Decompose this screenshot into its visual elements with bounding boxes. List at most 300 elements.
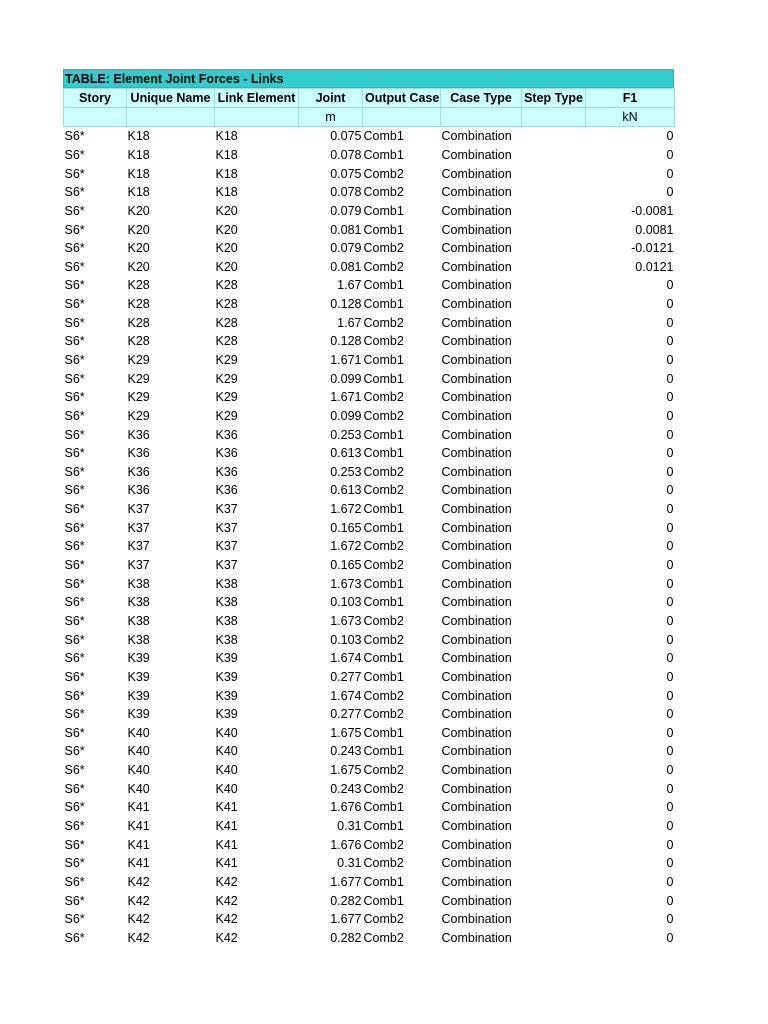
cell-story[interactable]: S6*: [64, 129, 85, 144]
cell-step-type[interactable]: [522, 407, 586, 426]
cell-f1[interactable]: 0: [666, 707, 674, 722]
cell-link-element[interactable]: K42: [215, 893, 238, 908]
cell-story[interactable]: S6*: [64, 874, 85, 889]
cell-story[interactable]: S6*: [64, 837, 85, 852]
cell-unique-name[interactable]: K20: [127, 259, 150, 274]
cell-story[interactable]: S6*: [64, 353, 85, 367]
cell-unique-name[interactable]: K37: [127, 520, 150, 535]
cell-case-type[interactable]: Combination: [441, 353, 512, 367]
cell-output-case[interactable]: Comb2: [363, 185, 404, 200]
cell-link-element[interactable]: K41: [215, 819, 238, 834]
cell-joint[interactable]: 1.672: [330, 539, 362, 554]
cell-joint[interactable]: 1.672: [330, 502, 362, 517]
cell-joint[interactable]: 0.099: [330, 371, 362, 386]
cell-link-element[interactable]: K20: [215, 222, 238, 237]
cell-unique-name[interactable]: K41: [127, 837, 150, 852]
cell-case-type[interactable]: Combination: [441, 893, 512, 908]
cell-case-type[interactable]: Combination: [441, 558, 512, 573]
unit-f1[interactable]: kN: [586, 108, 675, 127]
cell-case-type[interactable]: Combination: [441, 800, 512, 815]
cell-output-case[interactable]: Comb2: [363, 613, 404, 628]
cell-case-type[interactable]: Combination: [441, 334, 512, 349]
cell-output-case[interactable]: Comb1: [363, 819, 404, 834]
cell-unique-name[interactable]: K41: [127, 800, 150, 815]
cell-joint[interactable]: 0.078: [330, 185, 362, 200]
cell-link-element[interactable]: K39: [215, 688, 238, 703]
cell-joint[interactable]: 0.282: [330, 893, 362, 908]
cell-step-type[interactable]: [522, 257, 586, 276]
cell-unique-name[interactable]: K29: [127, 408, 150, 423]
cell-case-type[interactable]: Combination: [441, 222, 512, 237]
cell-joint[interactable]: 0.079: [330, 203, 362, 218]
cell-f1[interactable]: 0: [666, 930, 674, 945]
table-title[interactable]: TABLE: Element Joint Forces - Links: [63, 69, 674, 88]
cell-output-case[interactable]: Comb1: [363, 651, 404, 666]
cell-joint[interactable]: 0.277: [330, 669, 362, 684]
cell-unique-name[interactable]: K20: [127, 241, 150, 256]
cell-f1[interactable]: 0: [666, 185, 674, 200]
cell-f1[interactable]: 0: [666, 464, 674, 479]
cell-case-type[interactable]: Combination: [441, 632, 512, 647]
cell-story[interactable]: S6*: [64, 893, 85, 908]
cell-joint[interactable]: 1.673: [330, 613, 362, 628]
cell-f1[interactable]: 0: [666, 613, 674, 628]
cell-output-case[interactable]: Comb2: [363, 837, 404, 852]
cell-step-type[interactable]: [522, 761, 586, 780]
cell-story[interactable]: S6*: [64, 297, 85, 312]
unit-story[interactable]: [64, 108, 127, 127]
cell-link-element[interactable]: K38: [215, 613, 238, 628]
cell-case-type[interactable]: Combination: [441, 129, 512, 144]
cell-story[interactable]: S6*: [64, 539, 85, 554]
cell-output-case[interactable]: Comb2: [363, 483, 404, 498]
cell-story[interactable]: S6*: [64, 520, 85, 535]
cell-joint[interactable]: 0.128: [330, 297, 362, 312]
cell-step-type[interactable]: [522, 369, 586, 388]
cell-story[interactable]: S6*: [64, 558, 85, 573]
cell-joint[interactable]: 0.079: [330, 241, 362, 256]
cell-story[interactable]: S6*: [64, 483, 85, 498]
cell-unique-name[interactable]: K39: [127, 688, 150, 703]
cell-link-element[interactable]: K39: [215, 669, 238, 684]
cell-joint[interactable]: 1.674: [330, 688, 362, 703]
cell-case-type[interactable]: Combination: [441, 427, 512, 442]
cell-unique-name[interactable]: K39: [127, 707, 150, 722]
cell-story[interactable]: S6*: [64, 930, 85, 945]
cell-f1[interactable]: 0: [666, 297, 674, 312]
cell-joint[interactable]: 0.277: [330, 707, 362, 722]
cell-output-case[interactable]: Comb2: [363, 856, 404, 871]
cell-link-element[interactable]: K28: [215, 297, 238, 312]
cell-f1[interactable]: 0: [666, 576, 674, 591]
cell-step-type[interactable]: [522, 668, 586, 687]
cell-step-type[interactable]: [522, 630, 586, 649]
cell-output-case[interactable]: Comb1: [363, 502, 404, 517]
cell-output-case[interactable]: Comb1: [363, 278, 404, 293]
header-output-case[interactable]: Output Case: [363, 89, 441, 108]
cell-story[interactable]: S6*: [64, 576, 85, 591]
cell-case-type[interactable]: Combination: [441, 856, 512, 871]
cell-unique-name[interactable]: K29: [127, 390, 150, 405]
cell-case-type[interactable]: Combination: [441, 278, 512, 293]
cell-link-element[interactable]: K38: [215, 576, 238, 591]
cell-step-type[interactable]: [522, 500, 586, 519]
cell-joint[interactable]: 0.103: [330, 632, 362, 647]
cell-unique-name[interactable]: K36: [127, 464, 150, 479]
cell-f1[interactable]: 0: [666, 371, 674, 386]
cell-step-type[interactable]: [522, 127, 586, 146]
cell-joint[interactable]: 1.674: [330, 651, 362, 666]
cell-step-type[interactable]: [522, 593, 586, 612]
cell-step-type[interactable]: [522, 742, 586, 761]
header-link-element[interactable]: Link Element: [215, 89, 299, 108]
cell-step-type[interactable]: [522, 202, 586, 221]
cell-step-type[interactable]: [522, 612, 586, 631]
cell-case-type[interactable]: Combination: [441, 390, 512, 405]
cell-unique-name[interactable]: K42: [127, 893, 150, 908]
cell-f1[interactable]: 0: [666, 669, 674, 684]
header-unique-name[interactable]: Unique Name: [127, 89, 215, 108]
cell-step-type[interactable]: [522, 425, 586, 444]
cell-output-case[interactable]: Comb2: [363, 632, 404, 647]
cell-link-element[interactable]: K39: [215, 651, 238, 666]
cell-output-case[interactable]: Comb1: [363, 800, 404, 815]
header-joint[interactable]: Joint: [299, 89, 363, 108]
cell-step-type[interactable]: [522, 798, 586, 817]
cell-unique-name[interactable]: K36: [127, 427, 150, 442]
cell-f1[interactable]: 0: [666, 539, 674, 554]
cell-joint[interactable]: 1.675: [330, 763, 362, 778]
cell-unique-name[interactable]: K42: [127, 912, 150, 927]
cell-output-case[interactable]: Comb1: [363, 725, 404, 740]
cell-joint[interactable]: 0.613: [330, 446, 362, 461]
cell-story[interactable]: S6*: [64, 371, 85, 386]
cell-step-type[interactable]: [522, 276, 586, 295]
cell-output-case[interactable]: Comb1: [363, 874, 404, 889]
cell-link-element[interactable]: K28: [215, 278, 238, 293]
cell-unique-name[interactable]: K42: [127, 930, 150, 945]
cell-joint[interactable]: 0.075: [330, 166, 362, 181]
cell-story[interactable]: S6*: [64, 203, 85, 218]
cell-f1[interactable]: 0: [666, 763, 674, 778]
cell-case-type[interactable]: Combination: [441, 874, 512, 889]
cell-link-element[interactable]: K18: [215, 166, 238, 181]
cell-step-type[interactable]: [522, 481, 586, 500]
cell-unique-name[interactable]: K40: [127, 763, 150, 778]
cell-joint[interactable]: 0.165: [330, 520, 362, 535]
cell-output-case[interactable]: Comb2: [363, 688, 404, 703]
cell-link-element[interactable]: K18: [215, 147, 238, 162]
cell-story[interactable]: S6*: [64, 912, 85, 927]
cell-unique-name[interactable]: K18: [127, 166, 150, 181]
cell-output-case[interactable]: Comb1: [363, 147, 404, 162]
cell-link-element[interactable]: K40: [215, 763, 238, 778]
cell-step-type[interactable]: [522, 295, 586, 314]
cell-f1[interactable]: 0: [666, 278, 674, 293]
cell-link-element[interactable]: K41: [215, 856, 238, 871]
cell-joint[interactable]: 1.67: [337, 315, 362, 330]
cell-case-type[interactable]: Combination: [441, 912, 512, 927]
cell-joint[interactable]: 1.673: [330, 576, 362, 591]
cell-joint[interactable]: 1.675: [330, 725, 362, 740]
cell-case-type[interactable]: Combination: [441, 819, 512, 834]
cell-link-element[interactable]: K37: [215, 558, 238, 573]
cell-step-type[interactable]: [522, 183, 586, 202]
cell-story[interactable]: S6*: [64, 147, 85, 162]
cell-output-case[interactable]: Comb2: [363, 390, 404, 405]
cell-joint[interactable]: 1.677: [330, 912, 362, 927]
cell-case-type[interactable]: Combination: [441, 502, 512, 517]
cell-f1[interactable]: 0: [666, 800, 674, 815]
cell-story[interactable]: S6*: [64, 725, 85, 740]
cell-case-type[interactable]: Combination: [441, 241, 512, 256]
cell-unique-name[interactable]: K28: [127, 315, 150, 330]
cell-step-type[interactable]: [522, 817, 586, 836]
cell-output-case[interactable]: Comb2: [363, 464, 404, 479]
cell-output-case[interactable]: Comb1: [363, 297, 404, 312]
cell-joint[interactable]: 0.613: [330, 483, 362, 498]
cell-step-type[interactable]: [522, 724, 586, 743]
cell-link-element[interactable]: K37: [215, 520, 238, 535]
cell-step-type[interactable]: [522, 313, 586, 332]
cell-link-element[interactable]: K29: [215, 371, 238, 386]
cell-unique-name[interactable]: K28: [127, 297, 150, 312]
cell-link-element[interactable]: K39: [215, 707, 238, 722]
cell-unique-name[interactable]: K37: [127, 539, 150, 554]
cell-joint[interactable]: 0.31: [337, 856, 362, 871]
cell-joint[interactable]: 0.103: [330, 595, 362, 610]
unit-output-case[interactable]: [363, 108, 441, 127]
cell-step-type[interactable]: [522, 220, 586, 239]
cell-case-type[interactable]: Combination: [441, 166, 512, 181]
cell-output-case[interactable]: Comb2: [363, 763, 404, 778]
cell-story[interactable]: S6*: [64, 315, 85, 330]
cell-joint[interactable]: 1.676: [330, 800, 362, 815]
cell-link-element[interactable]: K20: [215, 203, 238, 218]
cell-link-element[interactable]: K38: [215, 595, 238, 610]
cell-f1[interactable]: 0: [666, 427, 674, 442]
cell-story[interactable]: S6*: [64, 688, 85, 703]
cell-joint[interactable]: 0.099: [330, 408, 362, 423]
cell-step-type[interactable]: [522, 854, 586, 873]
cell-f1[interactable]: 0: [666, 595, 674, 610]
cell-output-case[interactable]: Comb1: [363, 893, 404, 908]
cell-case-type[interactable]: Combination: [441, 297, 512, 312]
cell-link-element[interactable]: K40: [215, 781, 238, 796]
cell-joint[interactable]: 0.253: [330, 427, 362, 442]
cell-case-type[interactable]: Combination: [441, 669, 512, 684]
cell-link-element[interactable]: K18: [215, 129, 238, 144]
cell-joint[interactable]: 0.075: [330, 129, 362, 144]
cell-story[interactable]: S6*: [64, 669, 85, 684]
cell-story[interactable]: S6*: [64, 632, 85, 647]
cell-case-type[interactable]: Combination: [441, 725, 512, 740]
cell-link-element[interactable]: K28: [215, 334, 238, 349]
cell-link-element[interactable]: K18: [215, 185, 238, 200]
cell-joint[interactable]: 1.677: [330, 874, 362, 889]
cell-link-element[interactable]: K29: [215, 408, 238, 423]
cell-output-case[interactable]: Comb1: [363, 446, 404, 461]
cell-case-type[interactable]: Combination: [441, 371, 512, 386]
cell-f1[interactable]: 0: [666, 483, 674, 498]
cell-link-element[interactable]: K37: [215, 539, 238, 554]
header-f1[interactable]: F1: [586, 89, 675, 108]
cell-case-type[interactable]: Combination: [441, 203, 512, 218]
cell-joint[interactable]: 0.165: [330, 558, 362, 573]
cell-output-case[interactable]: Comb1: [363, 353, 404, 367]
cell-case-type[interactable]: Combination: [441, 315, 512, 330]
cell-f1[interactable]: 0: [666, 315, 674, 330]
cell-unique-name[interactable]: K41: [127, 819, 150, 834]
cell-f1[interactable]: 0: [666, 893, 674, 908]
cell-output-case[interactable]: Comb1: [363, 520, 404, 535]
cell-story[interactable]: S6*: [64, 744, 85, 759]
cell-joint[interactable]: 0.31: [337, 819, 362, 834]
cell-link-element[interactable]: K20: [215, 241, 238, 256]
cell-f1[interactable]: 0: [666, 912, 674, 927]
unit-case-type[interactable]: [441, 108, 522, 127]
cell-unique-name[interactable]: K36: [127, 483, 150, 498]
cell-f1[interactable]: 0: [666, 837, 674, 852]
header-case-type[interactable]: Case Type: [441, 89, 522, 108]
cell-case-type[interactable]: Combination: [441, 744, 512, 759]
cell-unique-name[interactable]: K28: [127, 278, 150, 293]
cell-f1[interactable]: 0: [666, 446, 674, 461]
cell-link-element[interactable]: K37: [215, 502, 238, 517]
cell-unique-name[interactable]: K40: [127, 725, 150, 740]
cell-link-element[interactable]: K29: [215, 353, 238, 367]
cell-link-element[interactable]: K42: [215, 874, 238, 889]
cell-case-type[interactable]: Combination: [441, 930, 512, 945]
cell-step-type[interactable]: [522, 929, 586, 948]
cell-output-case[interactable]: Comb2: [363, 558, 404, 573]
cell-step-type[interactable]: [522, 910, 586, 929]
cell-case-type[interactable]: Combination: [441, 688, 512, 703]
cell-step-type[interactable]: [522, 705, 586, 724]
cell-f1[interactable]: -0.0081: [631, 203, 674, 218]
cell-step-type[interactable]: [522, 537, 586, 556]
cell-output-case[interactable]: Comb1: [363, 669, 404, 684]
cell-link-element[interactable]: K36: [215, 464, 238, 479]
cell-joint[interactable]: 1.671: [330, 353, 362, 367]
cell-link-element[interactable]: K40: [215, 744, 238, 759]
cell-case-type[interactable]: Combination: [441, 781, 512, 796]
cell-joint[interactable]: 0.253: [330, 464, 362, 479]
cell-unique-name[interactable]: K18: [127, 185, 150, 200]
cell-step-type[interactable]: [522, 146, 586, 165]
header-story[interactable]: Story: [64, 89, 127, 108]
cell-story[interactable]: S6*: [64, 446, 85, 461]
cell-step-type[interactable]: [522, 779, 586, 798]
cell-f1[interactable]: 0: [666, 725, 674, 740]
cell-step-type[interactable]: [522, 686, 586, 705]
cell-case-type[interactable]: Combination: [441, 539, 512, 554]
cell-step-type[interactable]: [522, 835, 586, 854]
cell-f1[interactable]: 0: [666, 688, 674, 703]
cell-story[interactable]: S6*: [64, 334, 85, 349]
cell-step-type[interactable]: [522, 518, 586, 537]
cell-story[interactable]: S6*: [64, 259, 85, 274]
cell-unique-name[interactable]: K20: [127, 222, 150, 237]
unit-unique-name[interactable]: [127, 108, 215, 127]
cell-case-type[interactable]: Combination: [441, 613, 512, 628]
cell-case-type[interactable]: Combination: [441, 147, 512, 162]
cell-f1[interactable]: 0: [666, 129, 674, 144]
cell-f1[interactable]: 0: [666, 651, 674, 666]
cell-f1[interactable]: 0: [666, 558, 674, 573]
cell-story[interactable]: S6*: [64, 427, 85, 442]
cell-step-type[interactable]: [522, 332, 586, 351]
unit-joint[interactable]: m: [299, 108, 363, 127]
cell-unique-name[interactable]: K20: [127, 203, 150, 218]
cell-unique-name[interactable]: K38: [127, 613, 150, 628]
cell-link-element[interactable]: K41: [215, 800, 238, 815]
cell-output-case[interactable]: Comb1: [363, 427, 404, 442]
cell-step-type[interactable]: [522, 388, 586, 407]
cell-output-case[interactable]: Comb2: [363, 259, 404, 274]
cell-step-type[interactable]: [522, 891, 586, 910]
cell-output-case[interactable]: Comb2: [363, 334, 404, 349]
cell-story[interactable]: S6*: [64, 595, 85, 610]
cell-story[interactable]: S6*: [64, 222, 85, 237]
cell-f1[interactable]: 0: [666, 166, 674, 181]
cell-story[interactable]: S6*: [64, 781, 85, 796]
cell-story[interactable]: S6*: [64, 241, 85, 256]
cell-f1[interactable]: 0: [666, 874, 674, 889]
cell-unique-name[interactable]: K39: [127, 651, 150, 666]
cell-output-case[interactable]: Comb2: [363, 241, 404, 256]
cell-step-type[interactable]: [522, 556, 586, 575]
cell-link-element[interactable]: K36: [215, 427, 238, 442]
cell-unique-name[interactable]: K29: [127, 353, 150, 367]
cell-step-type[interactable]: [522, 164, 586, 183]
cell-story[interactable]: S6*: [64, 502, 85, 517]
cell-story[interactable]: S6*: [64, 856, 85, 871]
cell-link-element[interactable]: K36: [215, 446, 238, 461]
cell-output-case[interactable]: Comb1: [363, 371, 404, 386]
cell-step-type[interactable]: [522, 649, 586, 668]
cell-unique-name[interactable]: K37: [127, 502, 150, 517]
cell-unique-name[interactable]: K18: [127, 147, 150, 162]
cell-f1[interactable]: 0.0121: [635, 259, 674, 274]
cell-case-type[interactable]: Combination: [441, 595, 512, 610]
cell-unique-name[interactable]: K40: [127, 744, 150, 759]
cell-f1[interactable]: -0.0121: [631, 241, 674, 256]
header-step-type[interactable]: Step Type: [522, 89, 586, 108]
cell-unique-name[interactable]: K42: [127, 874, 150, 889]
cell-case-type[interactable]: Combination: [441, 483, 512, 498]
cell-step-type[interactable]: [522, 463, 586, 482]
cell-output-case[interactable]: Comb2: [363, 781, 404, 796]
cell-f1[interactable]: 0: [666, 502, 674, 517]
cell-output-case[interactable]: Comb2: [363, 539, 404, 554]
cell-output-case[interactable]: Comb2: [363, 707, 404, 722]
cell-step-type[interactable]: [522, 873, 586, 892]
cell-case-type[interactable]: Combination: [441, 259, 512, 274]
cell-joint[interactable]: 0.282: [330, 930, 362, 945]
cell-joint[interactable]: 0.243: [330, 744, 362, 759]
cell-link-element[interactable]: K38: [215, 632, 238, 647]
cell-f1[interactable]: 0: [666, 147, 674, 162]
cell-step-type[interactable]: [522, 444, 586, 463]
cell-joint[interactable]: 0.081: [330, 259, 362, 274]
cell-story[interactable]: S6*: [64, 166, 85, 181]
cell-link-element[interactable]: K42: [215, 930, 238, 945]
cell-unique-name[interactable]: K29: [127, 371, 150, 386]
cell-story[interactable]: S6*: [64, 651, 85, 666]
cell-story[interactable]: S6*: [64, 763, 85, 778]
cell-f1[interactable]: 0: [666, 819, 674, 834]
